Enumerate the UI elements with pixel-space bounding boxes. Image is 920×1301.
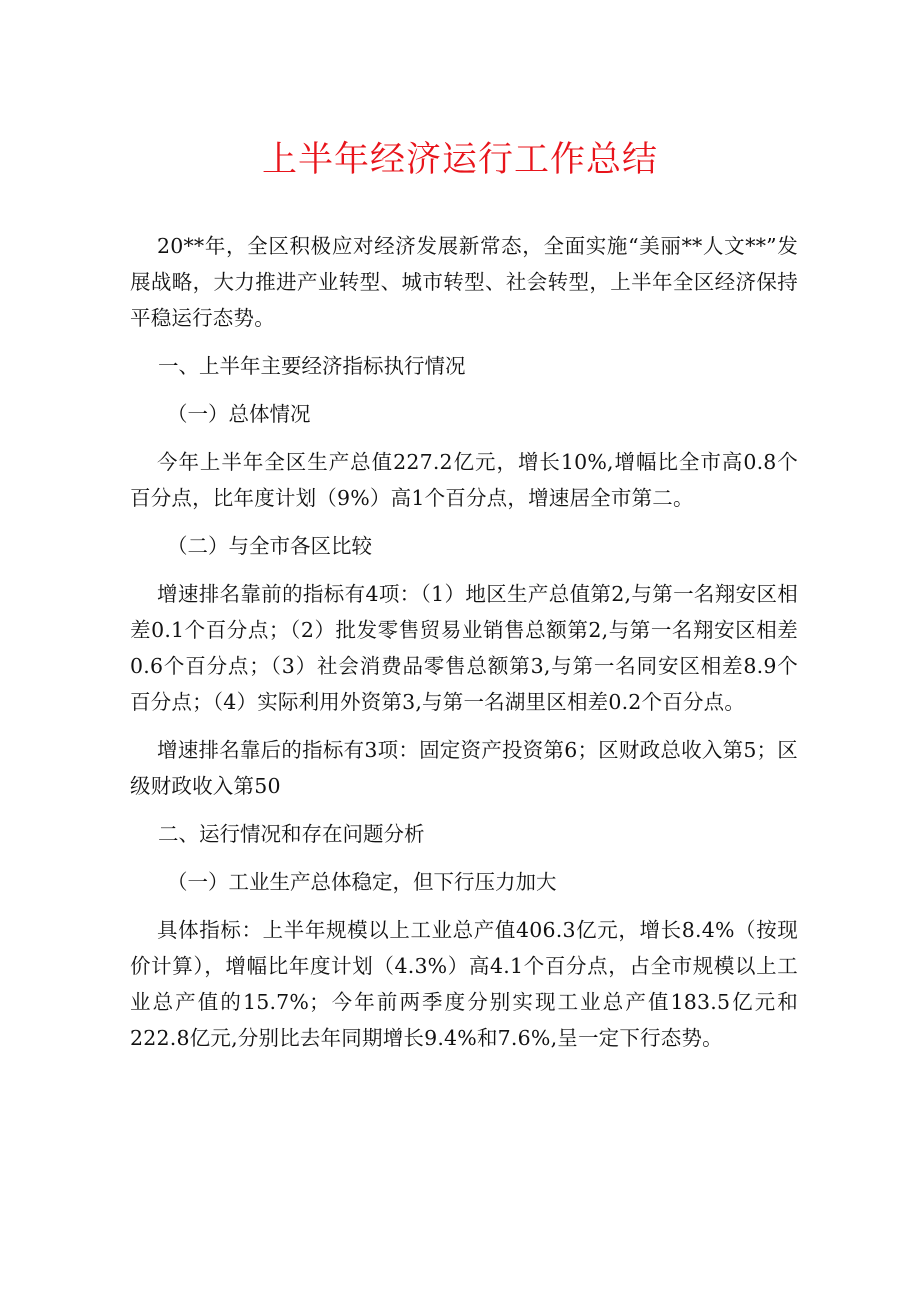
subsection-heading-industry: （一）工业生产总体稳定，但下行压力加大 bbox=[167, 870, 557, 894]
subsection-heading-comparison: （二）与全市各区比较 bbox=[167, 534, 372, 558]
subsection-heading-overall: （一）总体情况 bbox=[167, 402, 311, 426]
section-heading-2: 二、运行情况和存在问题分析 bbox=[158, 822, 425, 846]
section-heading-1: 一、上半年主要经济指标执行情况 bbox=[158, 354, 466, 378]
paragraph-ranking-front: 增速排名靠前的指标有4项：（1）地区生产总值第2,与第一名翔安区相差0.1个百分点；（2）批发零售贸易业销售总额第2,与第一名翔安区相差0.6个百分点；（3）社会消费品零售总额第3,与第一名同安区相差8.9个百分点；（4）实际利用外资第3,与第一名湖里区相差0.2个百分点。 bbox=[130, 582, 798, 714]
document-body bbox=[130, 228, 798, 1056]
paragraph-industry: 具体指标：上半年规模以上工业总产值406.3亿元，增长8.4%（按现价计算），增幅比年度计划（4.3%）高4.1个百分点，占全市规模以上工业总产值的15.7%；今年前两季度分别实现工业总产值183.5亿元和222.8亿元,分别比去年同期增长9.4%和7.6%,呈一定下行态势。 bbox=[130, 918, 798, 1050]
document-title: 上半年经济运行工作总结 bbox=[261, 140, 658, 180]
paragraph-intro: 20**年，全区积极应对经济发展新常态，全面实施“美丽**人文**”发展战略，大力推进产业转型、城市转型、社会转型，上半年全区经济保持平稳运行态势。 bbox=[130, 234, 798, 330]
paragraph-ranking-back: 增速排名靠后的指标有3项：固定资产投资第6；区财政总收入第5；区级财政收入第50 bbox=[130, 738, 798, 798]
paragraph-overall: 今年上半年全区生产总值227.2亿元，增长10%,增幅比全市高0.8个百分点，比年度计划（9%）高1个百分点，增速居全市第二。 bbox=[130, 450, 798, 510]
